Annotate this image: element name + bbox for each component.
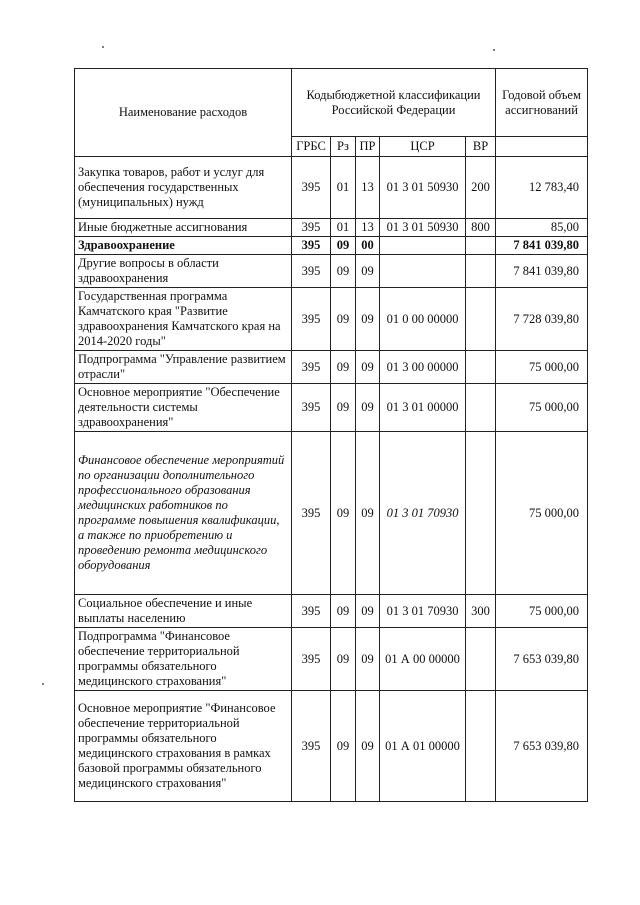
cell-name: Другие вопросы в области здравоохранения xyxy=(75,255,292,288)
cell-grbs: 395 xyxy=(292,351,331,384)
table-row xyxy=(75,595,588,628)
cell-amount: 7 653 039,80 xyxy=(496,691,588,802)
cell-pr: 09 xyxy=(356,384,380,432)
cell-amount: 75 000,00 xyxy=(496,384,588,432)
cell-rz: 09 xyxy=(331,628,356,691)
cell-name: Основное мероприятие "Финансовое обеспечение территориальной программы обязательного медицинского страхования в рамках базовой программы обязательного медицинского страхования" xyxy=(75,691,292,802)
cell-rz: 09 xyxy=(331,384,356,432)
cell-vr xyxy=(466,384,496,432)
table-row xyxy=(75,384,588,432)
cell-amount: 7 841 039,80 xyxy=(496,255,588,288)
cell-rz: 09 xyxy=(331,691,356,802)
cell-grbs: 395 xyxy=(292,384,331,432)
cell-csr xyxy=(380,237,466,255)
table-row xyxy=(75,219,588,237)
cell-name: Финансовое обеспечение мероприятий по организации дополнительного профессионального образования медицинских работников по программе повышения квалификации, а также по приобретению и проведению ремонта медицинского оборудования xyxy=(75,432,292,595)
cell-pr: 09 xyxy=(356,595,380,628)
cell-grbs: 395 xyxy=(292,432,331,595)
header-csr: ЦСР xyxy=(380,137,466,157)
table-row xyxy=(75,237,588,255)
cell-amount: 7 653 039,80 xyxy=(496,628,588,691)
table-row xyxy=(75,691,588,802)
cell-vr xyxy=(466,432,496,595)
cell-name: Основное мероприятие "Обеспечение деятельности системы здравоохранения" xyxy=(75,384,292,432)
cell-grbs: 395 xyxy=(292,288,331,351)
header-name: Наименование расходов xyxy=(75,69,292,157)
cell-vr xyxy=(466,628,496,691)
cell-name: Подпрограмма "Финансовое обеспечение территориальной программы обязательного медицинского страхования" xyxy=(75,628,292,691)
cell-grbs: 395 xyxy=(292,595,331,628)
cell-pr: 09 xyxy=(356,351,380,384)
cell-pr: 09 xyxy=(356,432,380,595)
table-row xyxy=(75,351,588,384)
table-row xyxy=(75,288,588,351)
header-vr: ВР xyxy=(466,137,496,157)
cell-vr: 200 xyxy=(466,157,496,219)
cell-grbs: 395 xyxy=(292,691,331,802)
cell-amount: 85,00 xyxy=(496,219,588,237)
cell-vr xyxy=(466,288,496,351)
cell-pr: 09 xyxy=(356,288,380,351)
scan-speck xyxy=(493,49,495,51)
cell-rz: 09 xyxy=(331,288,356,351)
cell-csr xyxy=(380,255,466,288)
budget-table xyxy=(74,68,588,802)
cell-vr: 800 xyxy=(466,219,496,237)
cell-pr: 09 xyxy=(356,255,380,288)
cell-name: Государственная программа Камчатского края "Развитие здравоохранения Камчатского края на 2014-2020 годы" xyxy=(75,288,292,351)
cell-rz: 09 xyxy=(331,595,356,628)
cell-grbs: 395 xyxy=(292,628,331,691)
cell-rz: 09 xyxy=(331,255,356,288)
table-row xyxy=(75,432,588,595)
cell-rz: 09 xyxy=(331,351,356,384)
cell-amount: 75 000,00 xyxy=(496,351,588,384)
cell-name: Закупка товаров, работ и услуг для обеспечения государственных (муниципальных) нужд xyxy=(75,157,292,219)
table-row xyxy=(75,255,588,288)
cell-pr: 00 xyxy=(356,237,380,255)
cell-pr: 09 xyxy=(356,691,380,802)
cell-name: Подпрограмма "Управление развитием отрасли" xyxy=(75,351,292,384)
cell-vr xyxy=(466,351,496,384)
table-row xyxy=(75,628,588,691)
cell-name: Иные бюджетные ассигнования xyxy=(75,219,292,237)
cell-pr: 09 xyxy=(356,628,380,691)
header-pr: ПР xyxy=(356,137,380,157)
scan-speck xyxy=(42,683,44,685)
cell-amount: 7 728 039,80 xyxy=(496,288,588,351)
cell-pr: 13 xyxy=(356,157,380,219)
cell-grbs: 395 xyxy=(292,157,331,219)
cell-rz: 09 xyxy=(331,237,356,255)
cell-csr: 01 А 00 00000 xyxy=(380,628,466,691)
cell-name: Здравоохранение xyxy=(75,237,292,255)
cell-grbs: 395 xyxy=(292,219,331,237)
header-rz: Рз xyxy=(331,137,356,157)
cell-csr: 01 3 00 00000 xyxy=(380,351,466,384)
cell-amount: 7 841 039,80 xyxy=(496,237,588,255)
cell-csr: 01 3 01 00000 xyxy=(380,384,466,432)
cell-csr: 01 А 01 00000 xyxy=(380,691,466,802)
cell-amount: 12 783,40 xyxy=(496,157,588,219)
cell-rz: 01 xyxy=(331,219,356,237)
cell-vr xyxy=(466,255,496,288)
cell-grbs: 395 xyxy=(292,237,331,255)
cell-vr xyxy=(466,691,496,802)
cell-csr: 01 3 01 70930 xyxy=(380,432,466,595)
header-empty xyxy=(496,137,588,157)
cell-vr: 300 xyxy=(466,595,496,628)
cell-csr: 01 3 01 50930 xyxy=(380,157,466,219)
cell-csr: 01 0 00 00000 xyxy=(380,288,466,351)
cell-grbs: 395 xyxy=(292,255,331,288)
cell-rz: 01 xyxy=(331,157,356,219)
cell-pr: 13 xyxy=(356,219,380,237)
cell-rz: 09 xyxy=(331,432,356,595)
header-row xyxy=(75,69,588,137)
cell-amount: 75 000,00 xyxy=(496,432,588,595)
cell-amount: 75 000,00 xyxy=(496,595,588,628)
header-grbs: ГРБС xyxy=(292,137,331,157)
table-row xyxy=(75,157,588,219)
cell-csr: 01 3 01 70930 xyxy=(380,595,466,628)
header-codes: Кодыбюджетной классификации Российской Федерации xyxy=(292,69,496,137)
cell-csr: 01 3 01 50930 xyxy=(380,219,466,237)
header-amount: Годовой объем ассигнований xyxy=(496,69,588,137)
scan-speck xyxy=(102,46,104,48)
table-body xyxy=(75,157,588,802)
cell-vr xyxy=(466,237,496,255)
cell-name: Социальное обеспечение и иные выплаты населению xyxy=(75,595,292,628)
